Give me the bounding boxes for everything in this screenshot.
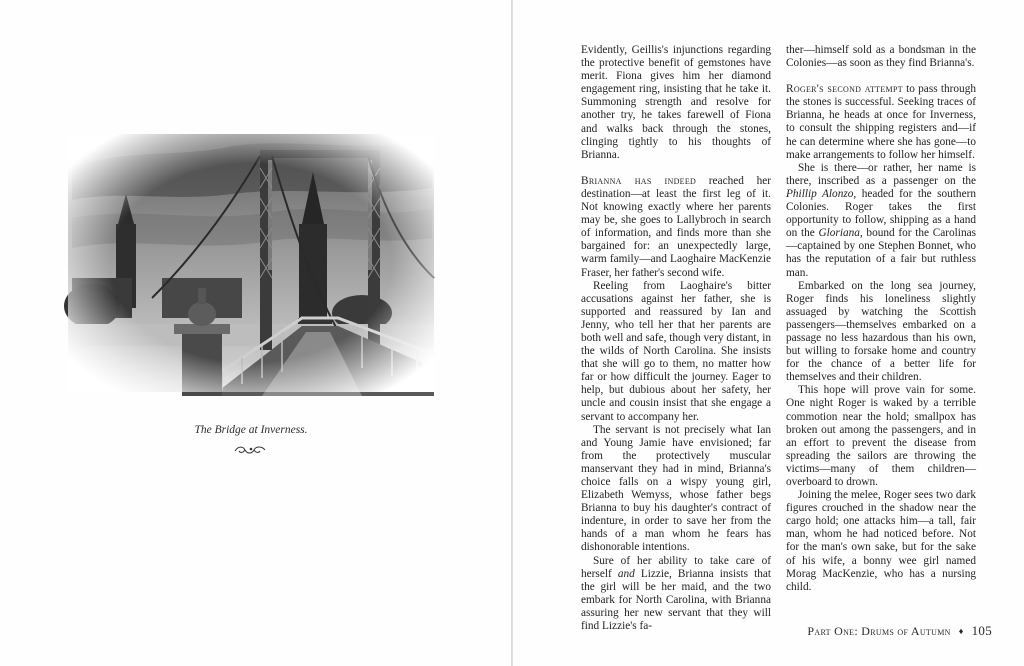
bridge-illustration bbox=[62, 128, 440, 398]
ship-name: Phillip Alonzo, bbox=[786, 187, 857, 200]
paragraph-text: headed for the southern Colonies. Roger takes the first opportunity to follow, shipping as a hand on the bbox=[786, 187, 976, 240]
paragraph: ther—himself sold as a bondsman in the Colonies—as soon as they find Brianna's. bbox=[786, 44, 976, 70]
paragraph-section-start bbox=[581, 175, 771, 280]
text-column-right bbox=[786, 44, 976, 594]
flourish-ornament-icon bbox=[232, 443, 270, 457]
paragraph: Joining the melee, Roger sees two dark figures crouched in the shadow near the cargo hold; one attacks him—a tall, fair man, whom he had noticed before. Not for the man's own sake, but for the sake of his wife, a bonny wee girl named Morag MacKenzie, who has a nursing child. bbox=[786, 489, 976, 593]
emphasis-text: and bbox=[617, 567, 635, 580]
paragraph-text: reached her destination—at least the first leg of it. Not knowing exactly where her parents may be, she goes to Lallybroch in search of information, and finds more than she bargained for: an unexpectedly large, warm family—and Laoghaire MacKenzie Fraser, her father's second wife. bbox=[581, 174, 771, 279]
paragraph-text: Lizzie, Brianna insists that the girl will be her maid, and the two embark for North Carolina, with Brianna assuring her new servant that they will find Lizzie's fa- bbox=[581, 567, 772, 633]
left-page bbox=[0, 0, 511, 666]
paragraph-section-start bbox=[786, 83, 976, 162]
bridge-photo bbox=[62, 128, 440, 398]
text-column-left bbox=[581, 44, 771, 633]
paragraph-text: to pass through the stones is successful. Seeking traces of Brianna, he heads at once for Inverness, to consult the shipping registers and—if he can determine where she has gone—to make arrangements to follow her himself. bbox=[786, 83, 976, 161]
running-footer bbox=[580, 623, 992, 639]
ship-name: Gloriana, bbox=[818, 227, 863, 240]
section-lead: Brianna has indeed bbox=[581, 174, 697, 187]
running-head: Part One: Drums of Autumn bbox=[807, 624, 951, 638]
paragraph: Evidently, Geillis's injunctions regarding the protective benefit of gemstones have merit. Fiona gives him her diamond engagement ring, insisting that he take it. Summoning strength and resolve for another try, he takes farewell of Fiona and walks back through the stones, clinging tightly to his thoughts of Brianna. bbox=[581, 44, 771, 161]
separator-diamond-icon: ♦ bbox=[958, 626, 964, 636]
paragraph bbox=[786, 162, 976, 280]
page-number: 105 bbox=[971, 623, 992, 638]
figure-caption: The Bridge at Inverness. bbox=[194, 424, 308, 436]
paragraph-text: bound for the Carolinas—captained by one Stephen Bonnet, who has the reputation of a fair but ruthless man. bbox=[786, 227, 977, 279]
paragraph-text: She is there—or rather, her name is there, inscribed as a passenger on the bbox=[786, 161, 976, 187]
paragraph: Embarked on the long sea journey, Roger finds his loneliness slightly assuaged by watching the Scottish passengers—themselves embarked on a passage no less hazardous than his own, but willing to forsake home and country for the chance of a better life for themselves and their children. bbox=[786, 279, 976, 384]
paragraph: This hope will prove vain for some. One night Roger is waked by a terrible commotion near the hold; smallpox has broken out among the passengers, and in an effort to prevent the disease from spreading the sailors are throwing the victims—many of them children—overboard to drown. bbox=[786, 384, 976, 488]
paragraph-text: Sure of her ability to take care of herself bbox=[581, 554, 771, 580]
paragraph: The servant is not precisely what Ian and Young Jamie have envisioned; far from the protectively muscular manservant they had in mind, Brianna's choice falls on a wispy young girl, Elizabeth Wemyss, whose father begs Brianna to buy his daughter's contract of indenture, in order to save her from the hands of a man whom he fears has dishonorable intentions. bbox=[581, 423, 771, 554]
section-lead: Roger's second attempt bbox=[786, 83, 903, 96]
paragraph: Reeling from Laoghaire's bitter accusations against her father, she is supported and reassured by Ian and Jenny, who tell her that her parents are both well and safe, though very distant, in the wilds of North Carolina. She insists that she will go to them, no matter how far or how difficult the journey. Eager to help, but dubious about her safety, her uncle and cousin insist that she engage a servant to accompany her. bbox=[581, 279, 771, 423]
paragraph bbox=[581, 555, 771, 634]
